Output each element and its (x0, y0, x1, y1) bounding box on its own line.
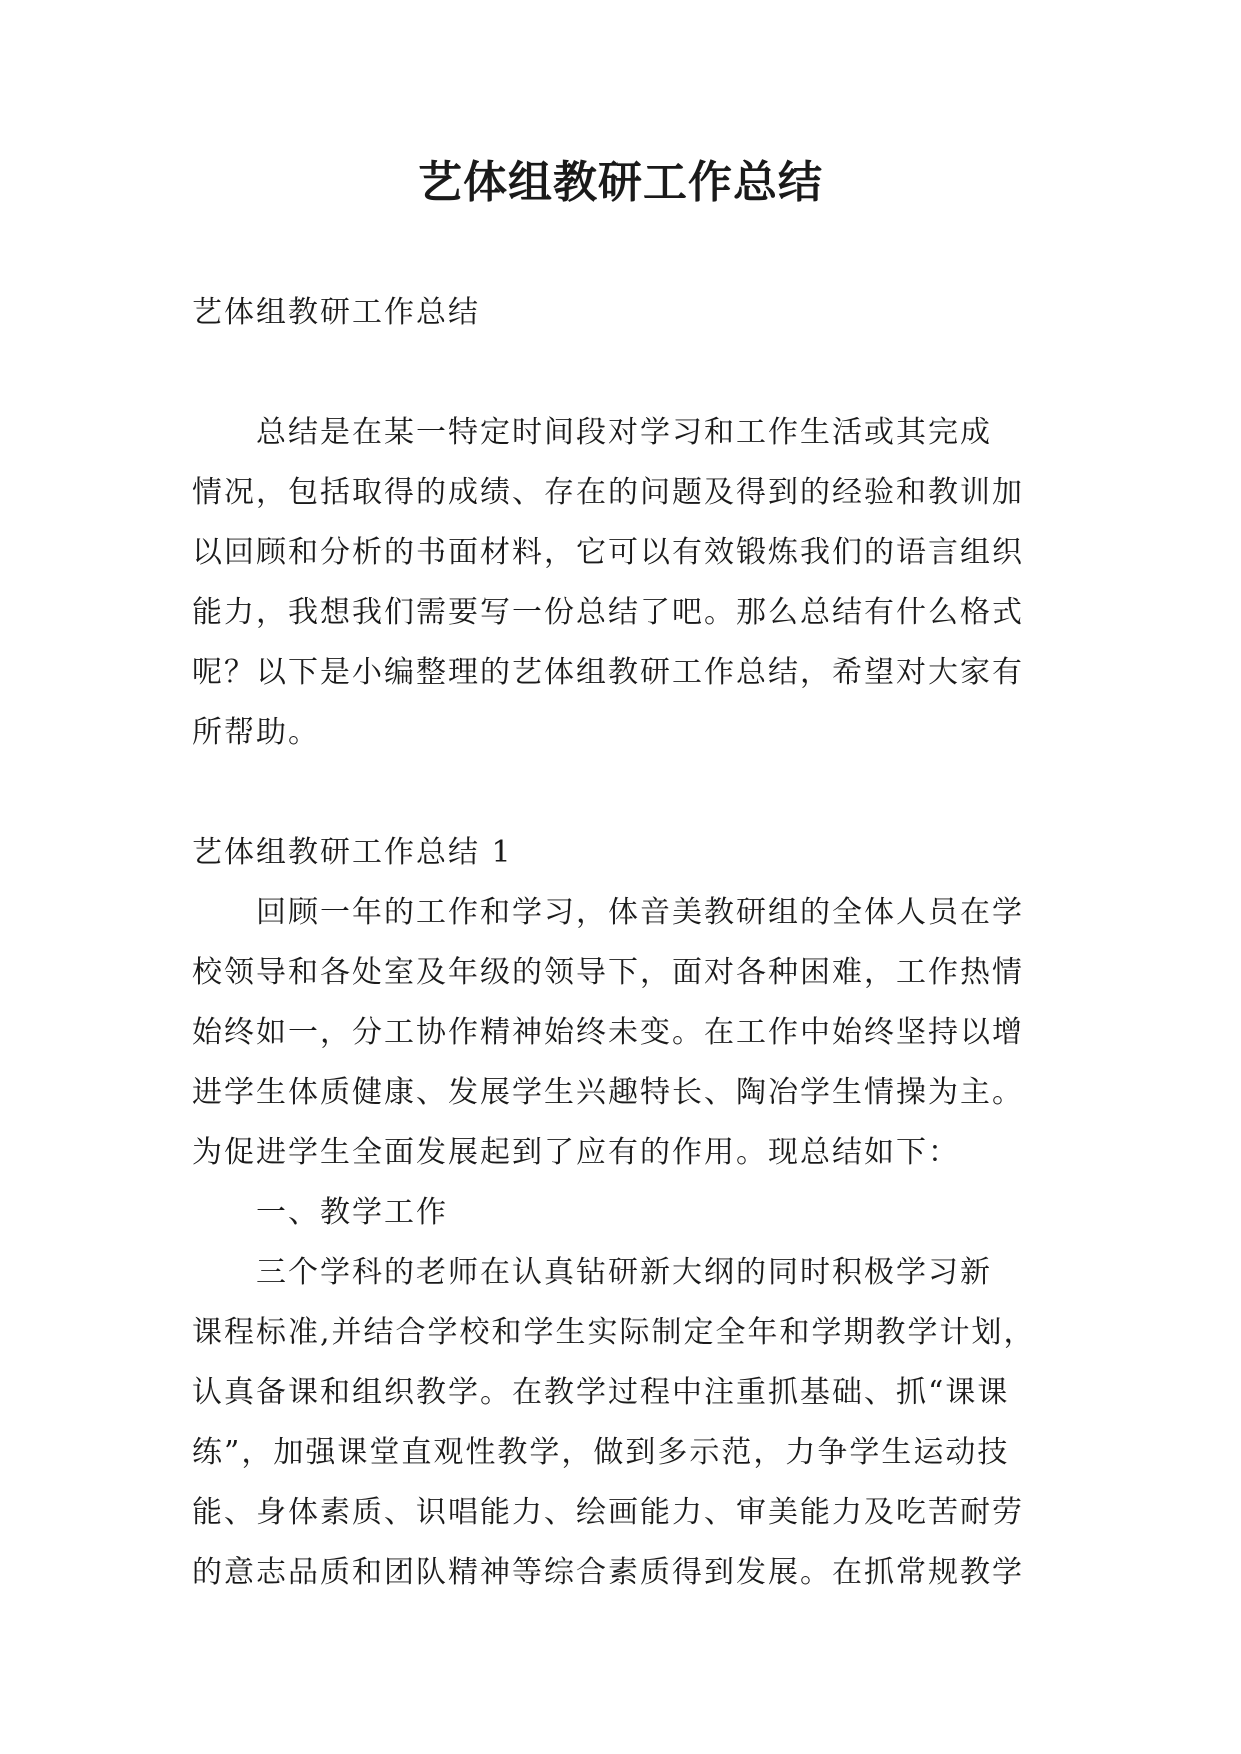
subsection-line-3: 认真备课和组织教学。在教学过程中注重抓基础、抓“课课 (192, 1375, 1010, 1410)
spacer (192, 763, 1052, 823)
document-title: 艺体组教研工作总结 (418, 157, 823, 208)
section-line-5: 为促进学生全面发展起到了应有的作用。现总结如下： (192, 1135, 960, 1170)
subsection-line-5: 能、身体素质、识唱能力、绘画能力、审美能力及吃苦耐劳 (192, 1495, 1024, 1530)
section-heading: 艺体组教研工作总结 1 (192, 835, 513, 870)
subsection-line-1: 三个学科的老师在认真钻研新大纲的同时积极学习新 (192, 1255, 992, 1290)
intro-line-6: 所帮助。 (192, 715, 320, 750)
subsection-line-6: 的意志品质和团队精神等综合素质得到发展。在抓常规教学 (192, 1555, 1024, 1590)
intro-line-3: 以回顾和分析的书面材料，它可以有效锻炼我们的语言组织 (192, 535, 1024, 570)
intro-line-1: 总结是在某一特定时间段对学习和工作生活或其完成 (192, 415, 992, 450)
intro-line-4: 能力，我想我们需要写一份总结了吧。那么总结有什么格式 (192, 595, 1024, 630)
section-line-4: 进学生体质健康、发展学生兴趣特长、陶冶学生情操为主。 (192, 1075, 1024, 1110)
intro-line-2: 情况，包括取得的成绩、存在的问题及得到的经验和教训加 (192, 475, 1024, 510)
subsection-line-4: 练”，加强课堂直观性教学，做到多示范，力争学生运动技 (192, 1435, 1010, 1470)
section-line-3: 始终如一，分工协作精神始终未变。在工作中始终坚持以增 (192, 1015, 1024, 1050)
document-body (192, 283, 1052, 1603)
subsection-line-2: 课程标准,并结合学校和学生实际制定全年和学期教学计划， (192, 1315, 1036, 1350)
section-line-2: 校领导和各处室及年级的领导下，面对各种困难，工作热情 (192, 955, 1024, 990)
heading-repeat: 艺体组教研工作总结 (192, 295, 480, 330)
intro-line-5: 呢？以下是小编整理的艺体组教研工作总结，希望对大家有 (192, 655, 1024, 690)
section-line-1: 回顾一年的工作和学习，体音美教研组的全体人员在学 (192, 895, 1024, 930)
subsection-heading: 一、教学工作 (192, 1195, 448, 1230)
spacer (192, 343, 1052, 403)
